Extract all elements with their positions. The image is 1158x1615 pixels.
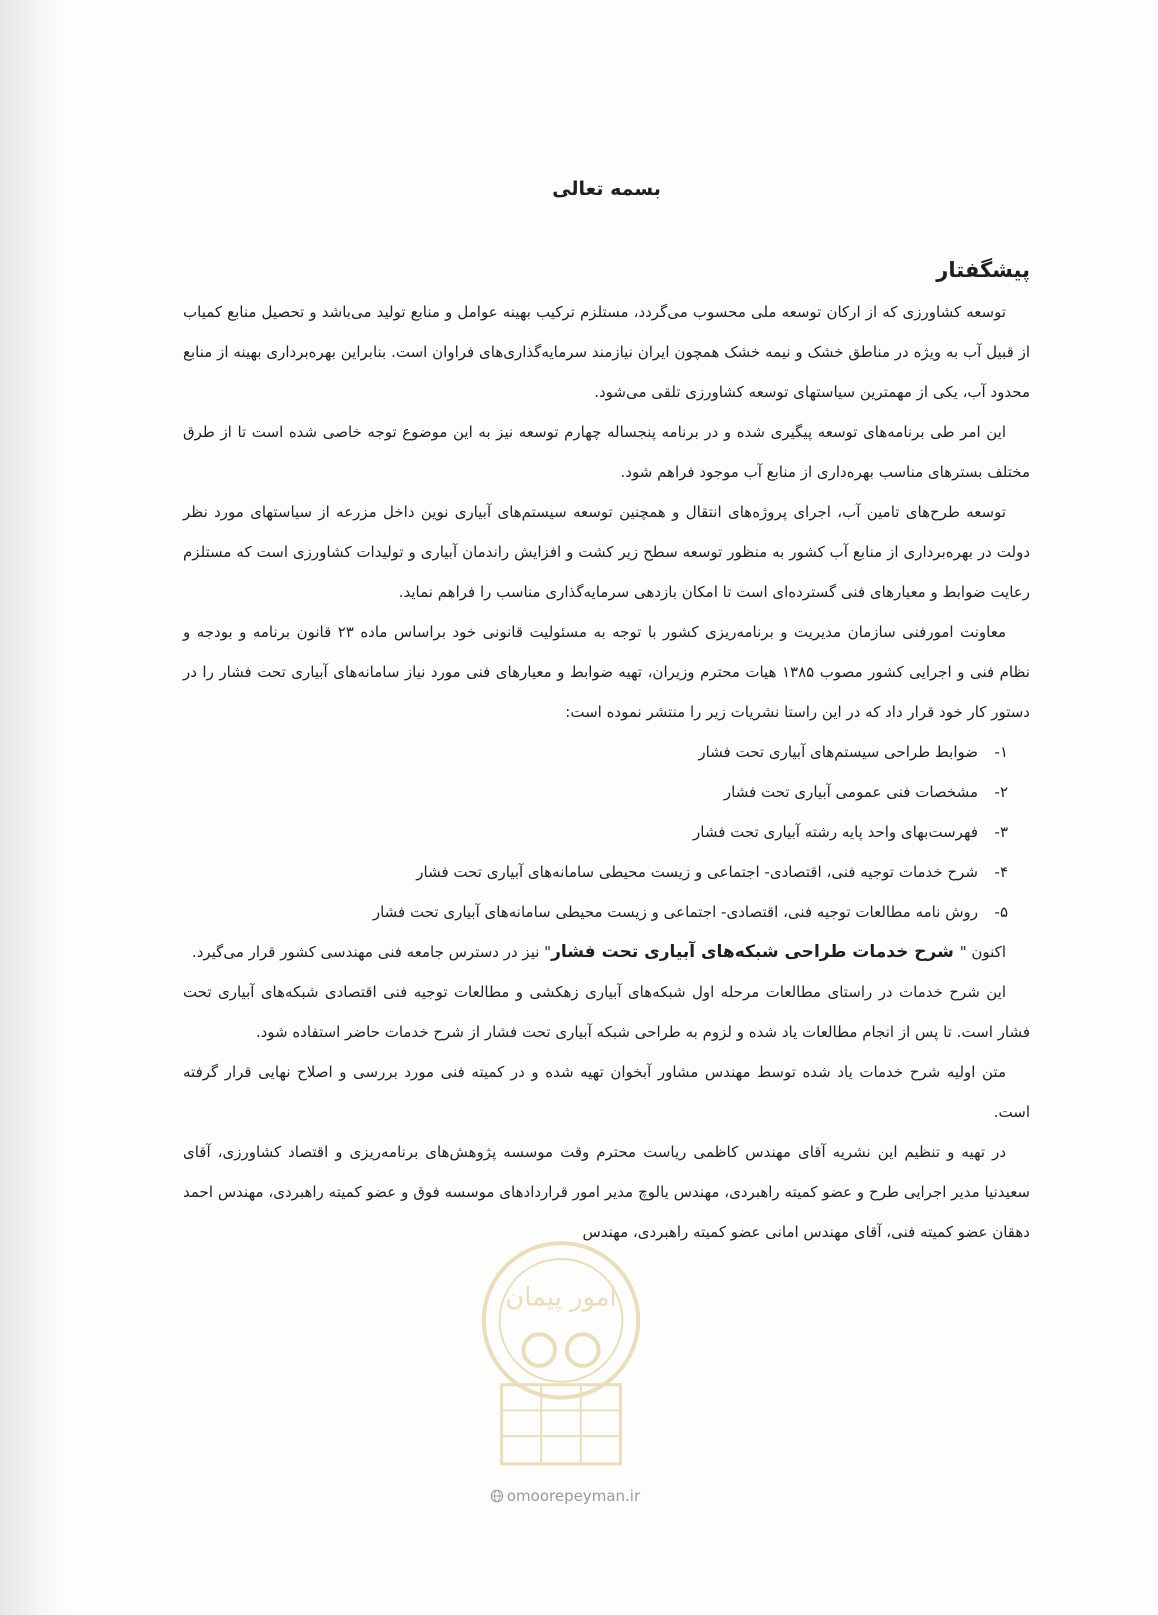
publication-title-bold: شرح خدمات طراحی شبکه‌های آبیاری تحت فشار	[551, 942, 960, 962]
list-number: ۱-	[994, 743, 1008, 761]
list-item	[183, 812, 1008, 852]
paragraph-6: این شرح خدمات در راستای مطالعات مرحله اول شبکه‌های آبیاری زهکشی و مطالعات توجیه فنی اقتصادی شبکه‌های آبیاری تحت فشار است. تا پس از انجام مطالعات یاد شده و لزوم به طراحی شبکه آبیاری تحت فشار از شرح خدمات حاضر استفاده شود.	[183, 983, 1030, 1041]
page-edge-shadow	[0, 0, 70, 1615]
list-text: فهرست‌بهای واحد پایه رشته آبیاری تحت فشار	[693, 823, 978, 841]
paragraph-1: توسعه کشاورزی که از ارکان توسعه ملی محسوب می‌گردد، مستلزم ترکیب بهینه عوامل و منابع تولید می‌باشد و تحصیل منابع کمیاب از قبیل آب به ویژه در مناطق خشک و نیمه خشک همچون ایران نیازمند سرمایه‌گذاری‌های فراوان است. بنابراین بهره‌برداری بهینه از منابع محدود آب، یکی از مهمترین سیاستهای توسعه کشاورزی تلقی می‌شود.	[183, 303, 1030, 401]
list-text: مشخصات فنی عمومی آبیاری تحت فشار	[723, 783, 978, 801]
list-item	[183, 892, 1008, 932]
globe-icon	[490, 1489, 504, 1503]
document-page	[183, 150, 1030, 1252]
paragraph-4: معاونت امورفنی سازمان مدیریت و برنامه‌ریزی کشور با توجه به مسئولیت قانونی خود براساس ماده ۲۳ قانون برنامه و بودجه و نظام فنی و اجرایی کشور مصوب ۱۳۸۵ هیات محترم وزیران، تهیه ضوابط و معیارهای فنی مورد نیاز سامانه‌های آبیاری تحت فشار را در دستور کار خود قرار داد که در این راستا نشریات زیر را منتشر نموده است:	[183, 623, 1030, 721]
paragraph-5	[183, 932, 1030, 972]
list-text: ضوابط طراحی سیستم‌های آبیاری تحت فشار	[698, 743, 978, 761]
list-text: روش نامه مطالعات توجیه فنی، اقتصادی- اجتماعی و زیست محیطی سامانه‌های آبیاری تحت فشار	[372, 903, 978, 921]
list-number: ۵-	[994, 903, 1008, 921]
watermark-logo	[462, 1235, 660, 1475]
list-item	[183, 732, 1008, 772]
paragraph-2: این امر طی برنامه‌های توسعه پیگیری شده و در برنامه پنجساله چهارم توسعه نیز به این موضوع توجه خاصی شده است تا از طرق مختلف بسترهای مناسب بهره‌داری از منابع آب موجود فراهم شود.	[183, 423, 1030, 481]
watermark-text: امور پیمان	[505, 1282, 617, 1313]
list-item	[183, 772, 1008, 812]
paragraph-3: توسعه طرح‌های تامین آب، اجرای پروژه‌های انتقال و همچنین توسعه سیستم‌های آبیاری نوین داخل مزرعه از سیاستهای مورد نظر دولت در بهره‌برداری از منابع آب کشور به منظور توسعه سطح زیر کشت و افزایش راندمان آبیاری و تولیدات کشاورزی است که مستلزم رعایت ضوابط و معیارهای فنی گسترده‌ای است تا امکان بازدهی سرمایه‌گذاری مناسب را فراهم نماید.	[183, 503, 1030, 601]
paragraph-5-tail: " نیز در دسترس جامعه فنی مهندسی کشور قرار می‌گیرد.	[191, 943, 552, 961]
paragraph-7: متن اولیه شرح خدمات یاد شده توسط مهندس مشاور آبخوان تهیه شده و در کمیته فنی مورد بررسی و اصلاح نهایی قرار گرفته است.	[183, 1063, 1030, 1121]
list-number: ۴-	[994, 863, 1008, 881]
list-number: ۲-	[994, 783, 1008, 801]
paragraph-5-lead: اکنون "	[959, 943, 1006, 961]
footer-url	[470, 1487, 660, 1505]
basmala-heading: بسمه تعالی	[552, 178, 661, 200]
list-number: ۳-	[994, 823, 1008, 841]
paragraph-8: در تهیه و تنظیم این نشریه آقای مهندس کاظمی ریاست محترم وقت موسسه پژوهش‌های برنامه‌ریزی و اقتصاد کشاورزی، آقای سعیدنیا مدیر اجرایی طرح و عضو کمیته راهبردی، مهندس یالوچ مدیر امور قراردادهای موسسه فوق و عضو کمیته راهبردی، مهندس احمد دهقان عضو کمیته فنی، آقای مهندس امانی عضو کمیته راهبردی، مهندس	[183, 1143, 1030, 1241]
list-item	[183, 852, 1008, 892]
publication-list	[183, 732, 1030, 932]
list-text: شرح خدمات توجیه فنی، اقتصادی- اجتماعی و زیست محیطی سامانه‌های آبیاری تحت فشار	[416, 863, 978, 881]
section-title: پیشگفتار	[936, 258, 1030, 282]
footer-url-text: omoorepeyman.ir	[506, 1487, 641, 1505]
